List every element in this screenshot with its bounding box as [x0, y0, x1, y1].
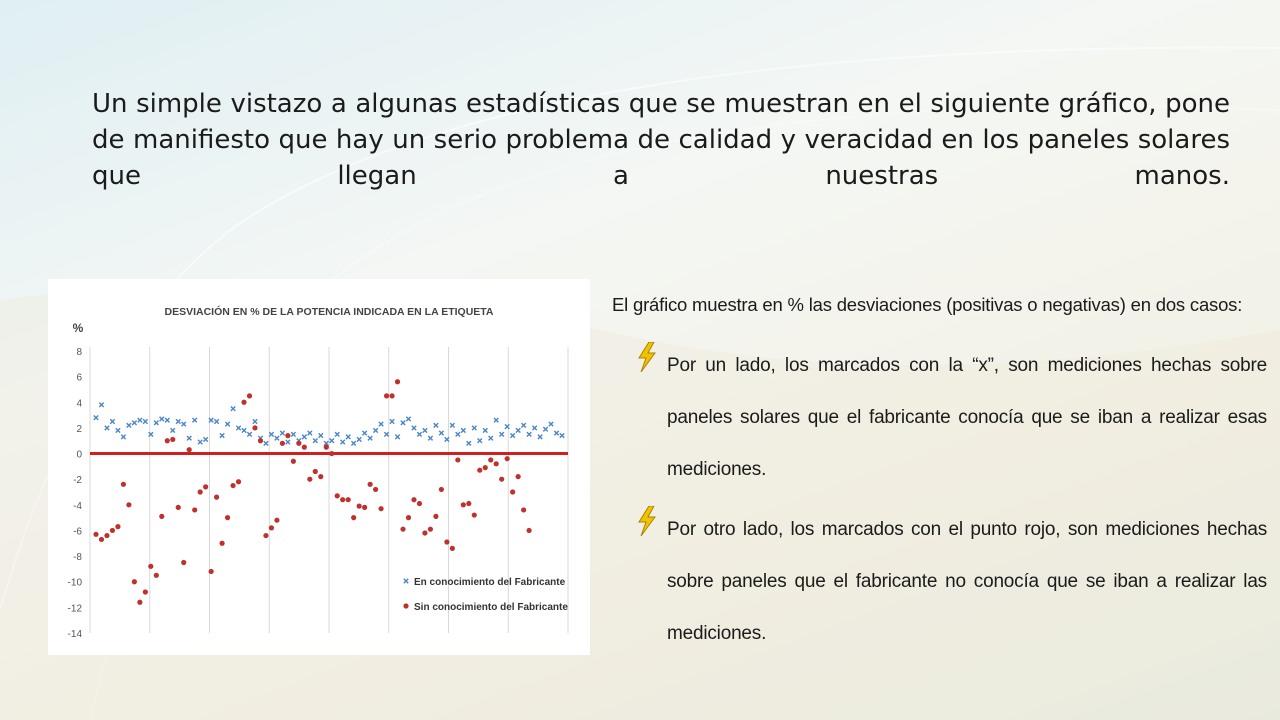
- unknown-point: [99, 537, 104, 542]
- unknown-point: [176, 505, 181, 510]
- unknown-point: [154, 573, 159, 578]
- unknown-point: [516, 474, 521, 479]
- unknown-point: [346, 497, 351, 502]
- known-point: [428, 436, 432, 440]
- known-point: [406, 417, 410, 421]
- unknown-point: [461, 502, 466, 507]
- known-point: [286, 440, 290, 444]
- known-point: [456, 432, 460, 436]
- unknown-point: [329, 451, 334, 456]
- unknown-point: [143, 589, 148, 594]
- known-point: [313, 439, 317, 443]
- known-point: [483, 428, 487, 432]
- known-point: [138, 418, 142, 422]
- unknown-point: [505, 456, 510, 461]
- y-tick-label: -14: [67, 629, 82, 640]
- unknown-point: [296, 441, 301, 446]
- known-point: [510, 433, 514, 437]
- unknown-point: [159, 514, 164, 519]
- unknown-point: [241, 400, 246, 405]
- intro-paragraph: Un simple vistazo a algunas estadísticas que se muestran en el siguiente gráfico, pone de manifiesto que hay un serio problema de calidad y veracidad en los paneles solares que llegan a nuestras manos.: [92, 89, 1230, 191]
- known-point: [236, 426, 240, 430]
- known-point: [110, 419, 114, 423]
- known-point: [434, 423, 438, 427]
- y-tick-label: -4: [73, 500, 82, 512]
- y-tick-label: 8: [76, 347, 82, 358]
- known-point: [532, 426, 536, 430]
- known-point: [319, 433, 323, 437]
- unknown-point: [400, 527, 405, 532]
- unknown-point: [411, 497, 416, 502]
- unknown-point: [181, 560, 186, 565]
- known-point: [417, 432, 421, 436]
- y-tick-label: 0: [76, 449, 82, 461]
- unknown-point: [324, 445, 329, 450]
- known-point: [280, 431, 284, 435]
- y-tick-label: -2: [73, 475, 82, 487]
- bullet-known: [612, 340, 1267, 496]
- known-point: [231, 406, 235, 410]
- unknown-point: [291, 459, 296, 464]
- unknown-point: [104, 533, 109, 538]
- known-point: [401, 421, 405, 425]
- known-point: [341, 440, 345, 444]
- known-point: [538, 435, 542, 439]
- chart-description: [612, 292, 1267, 668]
- unknown-point: [132, 579, 137, 584]
- known-point: [302, 435, 306, 439]
- unknown-point: [335, 493, 340, 498]
- unknown-point: [313, 469, 318, 474]
- known-point: [171, 428, 175, 432]
- unknown-point: [362, 505, 367, 510]
- y-tick-label: -10: [67, 577, 82, 589]
- known-point: [499, 432, 503, 436]
- known-point: [99, 403, 103, 407]
- known-point: [203, 437, 207, 441]
- y-axis-label: %: [72, 321, 84, 335]
- unknown-point: [198, 489, 203, 494]
- known-point: [143, 419, 147, 423]
- known-point: [264, 441, 268, 445]
- known-point: [543, 427, 547, 431]
- unknown-point: [351, 515, 356, 520]
- known-point: [187, 436, 191, 440]
- y-tick-label: -8: [73, 552, 82, 564]
- unknown-point: [389, 393, 394, 398]
- unknown-point: [230, 483, 235, 488]
- unknown-point: [466, 501, 471, 506]
- known-point: [516, 428, 520, 432]
- unknown-point: [378, 506, 383, 511]
- known-point: [160, 417, 164, 421]
- known-point: [549, 422, 553, 426]
- unknown-point: [219, 541, 224, 546]
- unknown-point: [214, 495, 219, 500]
- known-point: [225, 422, 229, 426]
- known-point: [220, 433, 224, 437]
- known-point: [554, 431, 558, 435]
- unknown-point: [340, 497, 345, 502]
- unknown-point: [280, 441, 285, 446]
- known-point: [461, 428, 465, 432]
- known-point: [527, 432, 531, 436]
- unknown-point: [472, 512, 477, 517]
- unknown-point: [269, 525, 274, 530]
- unknown-point: [110, 528, 115, 533]
- known-point: [351, 441, 355, 445]
- known-point: [242, 428, 246, 432]
- unknown-point: [307, 477, 312, 482]
- known-point: [132, 421, 136, 425]
- unknown-point: [209, 569, 214, 574]
- unknown-point: [148, 564, 153, 569]
- unknown-point: [115, 524, 120, 529]
- unknown-point: [318, 474, 323, 479]
- known-point: [269, 432, 273, 436]
- legend-unknown-marker: [403, 603, 408, 608]
- unknown-point: [357, 504, 362, 509]
- y-tick-label: 4: [76, 398, 82, 410]
- known-point: [472, 426, 476, 430]
- known-point: [275, 436, 279, 440]
- known-point: [384, 432, 388, 436]
- known-point: [467, 441, 471, 445]
- known-point: [379, 422, 383, 426]
- known-point: [357, 437, 361, 441]
- known-point: [560, 433, 564, 437]
- legend-unknown-label: Sin conocimiento del Fabricante: [414, 602, 568, 613]
- y-tick-label: -6: [73, 526, 82, 538]
- known-point: [176, 419, 180, 423]
- unknown-point: [203, 484, 208, 489]
- chart-svg: [48, 279, 590, 655]
- y-tick-label: -12: [67, 603, 82, 615]
- known-point: [395, 435, 399, 439]
- unknown-point: [422, 530, 427, 535]
- known-point: [127, 423, 131, 427]
- known-point: [105, 426, 109, 430]
- known-point: [346, 435, 350, 439]
- known-point: [121, 435, 125, 439]
- unknown-point: [477, 468, 482, 473]
- unknown-point: [263, 533, 268, 538]
- unknown-point: [126, 502, 131, 507]
- unknown-point: [494, 461, 499, 466]
- unknown-point: [225, 515, 230, 520]
- chart-title: DESVIACIÓN EN % DE LA POTENCIA INDICADA EN LA ETIQUETA: [164, 306, 494, 318]
- lightning-bolt-icon: [636, 342, 658, 372]
- legend-known-label: En conocimiento del Fabricante: [414, 577, 566, 588]
- known-point: [423, 428, 427, 432]
- known-point: [154, 421, 158, 425]
- known-point: [192, 418, 196, 422]
- unknown-point: [137, 600, 142, 605]
- y-tick-label: 6: [76, 372, 82, 384]
- y-tick-label: 2: [76, 423, 82, 435]
- unknown-point: [384, 393, 389, 398]
- unknown-point: [187, 447, 192, 452]
- unknown-point: [433, 514, 438, 519]
- known-point: [291, 432, 295, 436]
- lightning-bolt-icon: [636, 506, 658, 536]
- unknown-point: [252, 425, 257, 430]
- unknown-point: [488, 457, 493, 462]
- known-point: [390, 419, 394, 423]
- bullet-known-text: Por un lado, los marcados con la “x”, son mediciones hechas sobre paneles solares que el fabricante conocía que se iban a realizar esas mediciones.: [667, 355, 1267, 480]
- known-point: [308, 431, 312, 435]
- unknown-point: [302, 445, 307, 450]
- unknown-point: [285, 433, 290, 438]
- unknown-point: [455, 457, 460, 462]
- unknown-point: [527, 528, 532, 533]
- known-point: [94, 415, 98, 419]
- unknown-point: [93, 532, 98, 537]
- unknown-point: [439, 487, 444, 492]
- unknown-point: [258, 438, 263, 443]
- unknown-point: [406, 515, 411, 520]
- known-point: [198, 440, 202, 444]
- known-point: [439, 431, 443, 435]
- unknown-point: [368, 482, 373, 487]
- legend-known-marker: [404, 579, 408, 583]
- unknown-point: [417, 501, 422, 506]
- unknown-point: [499, 477, 504, 482]
- known-point: [450, 423, 454, 427]
- bullet-unknown-text: Por otro lado, los marcados con el punto rojo, son mediciones hechas sobre paneles que el fabricante no conocía que se iban a realizar las mediciones.: [667, 519, 1267, 644]
- deviation-chart: [48, 279, 590, 655]
- known-point: [494, 418, 498, 422]
- unknown-point: [170, 437, 175, 442]
- unknown-point: [521, 507, 526, 512]
- unknown-point: [247, 393, 252, 398]
- unknown-point: [274, 518, 279, 523]
- known-point: [335, 432, 339, 436]
- unknown-point: [236, 479, 241, 484]
- unknown-point: [450, 546, 455, 551]
- known-point: [368, 436, 372, 440]
- unknown-point: [165, 438, 170, 443]
- known-point: [247, 432, 251, 436]
- unknown-point: [510, 489, 515, 494]
- bullet-unknown: [612, 504, 1267, 660]
- unknown-point: [483, 465, 488, 470]
- known-point: [116, 428, 120, 432]
- known-point: [521, 423, 525, 427]
- known-point: [362, 431, 366, 435]
- known-point: [253, 419, 257, 423]
- unknown-point: [192, 507, 197, 512]
- description-lead: El gráfico muestra en % las desviaciones (positivas o negativas) en dos casos:: [612, 294, 1243, 315]
- known-point: [330, 439, 334, 443]
- unknown-point: [428, 527, 433, 532]
- unknown-point: [373, 487, 378, 492]
- unknown-point: [444, 539, 449, 544]
- known-point: [214, 419, 218, 423]
- known-point: [373, 428, 377, 432]
- known-point: [182, 422, 186, 426]
- known-point: [165, 418, 169, 422]
- unknown-point: [395, 379, 400, 384]
- known-point: [478, 439, 482, 443]
- known-point: [489, 436, 493, 440]
- known-point: [412, 426, 416, 430]
- unknown-point: [121, 482, 126, 487]
